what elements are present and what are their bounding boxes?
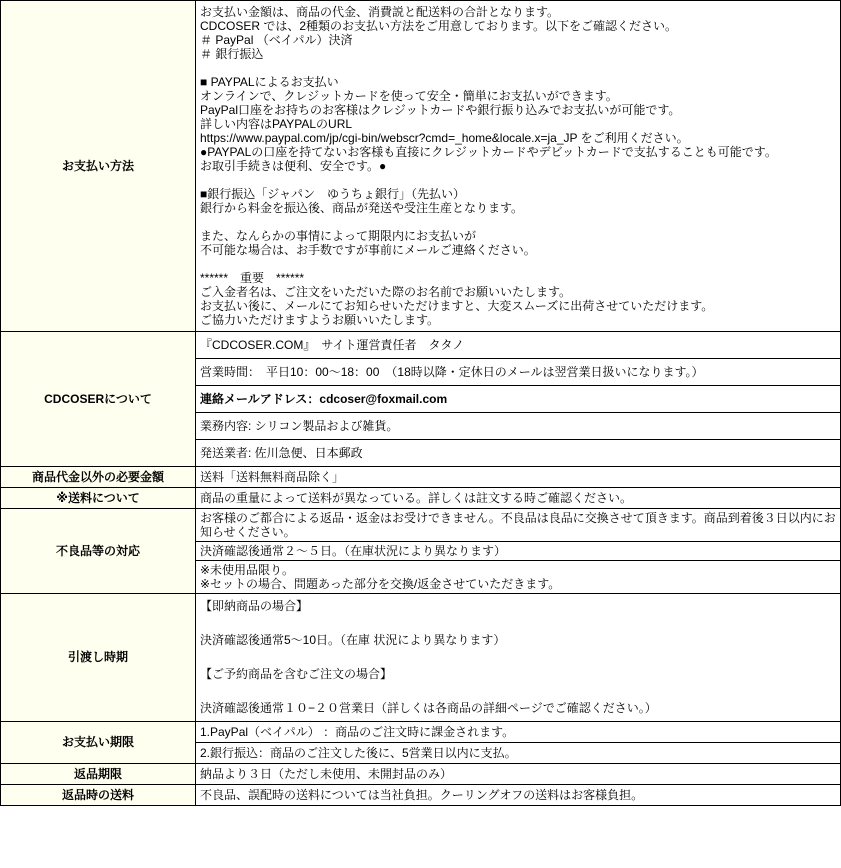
text-line: 不良品、誤配時の送料については当社負担。クーリングオフの送料はお客様負担。: [200, 788, 644, 802]
text-line: 納品より３日（ただし未使用、未開封品のみ）: [200, 767, 453, 781]
defective-notes: [196, 560, 840, 593]
text-line: 【即納商品の場合】: [200, 599, 309, 613]
blank-line: [200, 173, 836, 187]
site-operator: 『CDCOSER.COM』 サイト運営責任者 タタノ: [200, 338, 465, 352]
return-shipping-content: [196, 785, 840, 805]
extra-fee-content: [196, 467, 840, 487]
blank-line: [200, 215, 836, 229]
blank-line: [200, 257, 836, 271]
text-line: 不可能な場合は、お手数ですが事前にメールご連絡ください。: [200, 243, 536, 257]
business-hours: 営業時間： 平日10：00〜18：00 （18時以降・定休日のメールは翌営業日扱いになります。）: [196, 358, 840, 385]
section-defective-items: [1, 508, 840, 593]
defective-policy: お客様のご都合による返品・返金はお受けできません。不良品は良品に交換させて頂きます。商品到着後３日以内にお知らせください。: [200, 511, 836, 539]
text-line: オンラインで、クレジットカードを使って安全・簡単にお支払いができます。: [200, 89, 618, 103]
shipping-carriers: 発送業者: 佐川急便、日本郵政: [196, 439, 840, 466]
deadline-paypal: 1.PayPal（ベイパル） ：商品のご注文時に課金されます。: [200, 725, 515, 739]
section-about: [1, 331, 840, 466]
text-line: 【ご予約商品を含むご注文の場合】: [200, 667, 393, 681]
text-line: お取引手続きは便利、安全です。●: [200, 159, 387, 173]
text-line: ご協力いただけますようお願いいたします。: [200, 313, 440, 327]
section-label: CDCOSERについて: [1, 332, 196, 466]
text-line: 決済確認後通常１０−２０営業日（詳しくは各商品の詳細ページでご確認ください。）: [200, 701, 657, 715]
business-description: 業務内容: シリコン製品および雑貨。: [196, 412, 840, 439]
blank-line: [200, 615, 836, 632]
section-delivery-time: [1, 593, 840, 721]
text-line: 商品の重量によって送料が異なっている。詳しくは註文する時ご確認ください。: [200, 491, 633, 505]
text-line: 銀行から料金を振込後、商品が発送や受注生産となります。: [200, 201, 524, 215]
section-label: 商品代金以外の必要金額: [1, 467, 196, 487]
text-line: PayPal口座をお持ちのお客様はクレジットカードや銀行振り込みでお支払いが可能です。: [200, 103, 681, 117]
section-return-deadline: [1, 763, 840, 784]
text-line: 決済確認後通常5〜10日。（在庫 状況により異なります）: [200, 633, 506, 647]
defective-processing-time: 決済確認後通常２〜５日。（在庫状況により異なります）: [196, 541, 840, 560]
section-label: 返品時の送料: [1, 785, 196, 805]
blank-line: [200, 61, 836, 75]
text-line: ●PAYPALの口座を持てないお客様も直接にクレジットカードやデビットカードで支払することも可能です。: [200, 145, 777, 159]
text-line: また、なんらかの事情によって期限内にお支払いが: [200, 229, 477, 243]
text-line: ＃ PayPal （ベイパル）決済: [200, 33, 353, 47]
paypal-url: https://www.paypal.com/jp/cgi-bin/webscr?cmd=_home&locale.x=ja_JP をご利用ください。: [200, 131, 689, 145]
text-line: ■ PAYPALによるお支払い: [200, 75, 339, 89]
text-line: CDCOSER では、2種類のお支払い方法をご用意しております。以下をご確認ください。: [200, 19, 678, 33]
section-extra-fee: [1, 466, 840, 487]
section-label: 引渡し時期: [1, 594, 196, 721]
text-line: 詳しい内容はPAYPALのURL: [200, 117, 353, 131]
section-label: 不良品等の対応: [1, 509, 196, 593]
delivery-content: [196, 594, 840, 721]
return-deadline-content: [196, 764, 840, 784]
text-line: お支払い後に、メールにてお知らせいただけますと、大変スムーズに出荷させていただけます。: [200, 299, 714, 313]
text-line: ※未使用品限り。: [200, 563, 295, 577]
section-label: ※送料について: [1, 488, 196, 508]
text-line: お支払い金額は、商品の代金、消費説と配送料の合計となります。: [200, 5, 560, 19]
text-line: ご入金者名は、ご注文をいただいた際のお名前でお願いいたします。: [200, 285, 572, 299]
section-label: お支払い期限: [1, 722, 196, 763]
deadline-bank-transfer: 2.銀行振込：商品のご注文した後に、5営業日以内に支払。: [196, 742, 840, 763]
blank-line: [200, 649, 836, 666]
defective-content: [196, 509, 840, 593]
text-line: 送料「送料無料商品除く」: [200, 470, 345, 484]
section-label: 返品期限: [1, 764, 196, 784]
shipping-fee-content: [196, 488, 840, 508]
section-payment-method: [1, 1, 840, 331]
about-content: [196, 332, 840, 466]
payment-method-content: [196, 1, 840, 331]
blank-line: [200, 683, 836, 700]
text-line: ■銀行振込「ジャパン ゆうちょ銀行」（先払い）: [200, 187, 466, 201]
section-payment-deadline: [1, 721, 840, 763]
section-label: お支払い方法: [1, 1, 196, 331]
contact-email: 連絡メールアドレス：cdcoser@foxmail.com: [196, 385, 840, 412]
payment-deadline-content: [196, 722, 840, 763]
text-line: ****** 重要 ******: [200, 271, 305, 285]
text-line: ※セットの場合、問題あった部分を交換/返金させていただきます。: [200, 577, 561, 591]
section-shipping-fee: [1, 487, 840, 508]
section-return-shipping: [1, 784, 840, 805]
text-line: ＃ 銀行振込: [200, 47, 264, 61]
